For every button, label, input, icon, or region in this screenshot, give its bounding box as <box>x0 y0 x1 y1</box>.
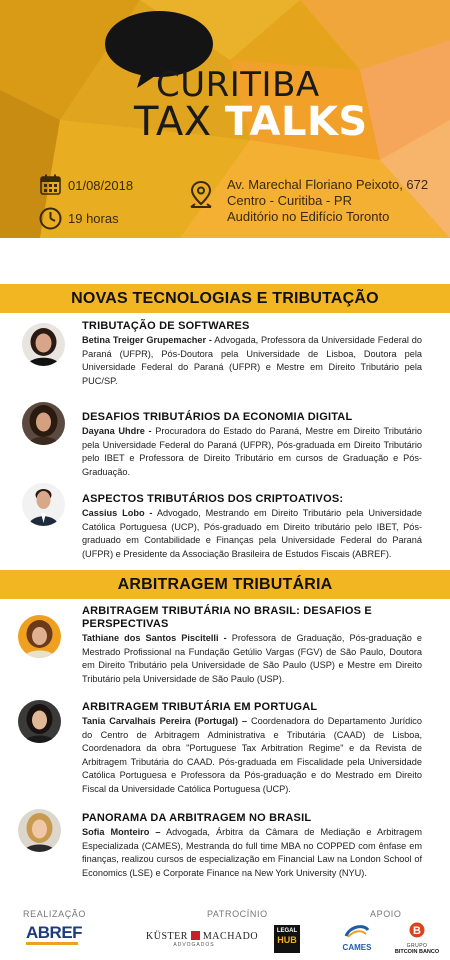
avatar <box>22 483 65 526</box>
calendar-icon <box>40 174 61 195</box>
speaker-name: Cassius Lobo - <box>82 508 153 518</box>
talk-content <box>82 701 422 797</box>
talk-title: ARBITRAGEM TRIBUTÁRIA NO BRASIL: DESAFIOS E PERSPECTIVAS <box>82 605 372 630</box>
avatar <box>18 615 61 658</box>
avatar <box>22 402 65 445</box>
speaker-bio <box>82 334 422 388</box>
speaker-name: Dayana Uhdre - <box>82 426 152 436</box>
bitcoin-icon <box>409 922 425 938</box>
speaker-name: Sofia Monteiro – <box>82 827 161 837</box>
clock-icon <box>39 207 62 230</box>
avatar <box>18 700 61 743</box>
abref-logo <box>26 923 83 945</box>
legal-text: LEGAL <box>276 928 298 934</box>
talk-content <box>82 320 422 388</box>
footer-label-apoio: APOIO <box>370 909 402 919</box>
talk-content <box>82 812 422 880</box>
speaker-description: Advogado, Mestrando em Direito Tributário pela Universidade Católica Portuguesa (UCP), Pós-graduado em Direito tributário pelo IBET, Pós-graduado em Contabilidade e Finanças pela Universidade Federal do Paraná (UFPR) e Presidente da Associação Brasileira de Estudos Fiscais (ABREF). <box>82 508 422 559</box>
talk-content <box>82 605 422 686</box>
talk-content <box>82 493 422 561</box>
abref-underline <box>26 942 78 945</box>
event-title-main <box>134 99 368 145</box>
section-heading-arbitragem: ARBITRAGEM TRIBUTÁRIA <box>0 570 450 599</box>
event-header <box>0 0 450 238</box>
address-line-venue: Auditório no Edifício Toronto <box>227 209 390 224</box>
avatar <box>22 323 65 366</box>
speaker-name: Betina Treiger Grupemacher - <box>82 335 212 345</box>
cames-logo <box>340 924 374 952</box>
event-title-city: CURITIBA <box>156 65 320 105</box>
footer-label-realizacao: REALIZAÇÃO <box>23 909 87 919</box>
speaker-description: Coordenadora do Departamento Jurídico do Centro de Arbitragem Administrativa e Tributária (CAAD) de Lisboa, Coordenadora da obra "Portuguese Tax Arbitration Regime" e da Revista de Arbitragem Tributária do CAAD. Pós-graduada em Fiscalidade pela Universidade Católica Portuguesa e Professora da Pós-graduação e do Mestrado em Direito Fiscal da Universidade Católica Portuguesa (UCP). <box>82 716 422 794</box>
talk-title: ARBITRAGEM TRIBUTÁRIA EM PORTUGAL <box>82 701 318 713</box>
hub-text: HUB <box>277 935 297 945</box>
speaker-bio <box>82 826 422 880</box>
location-pin-icon <box>189 180 213 209</box>
svg-text:B: B <box>413 925 421 937</box>
speaker-bio <box>82 507 422 561</box>
event-time: 19 horas <box>68 211 119 226</box>
speaker-description: Advogada, Árbitra da Câmara de Mediação e Arbitragem Especializada (CAMES), Mestranda do full time MBA no COPPED com ênfase em finanças, realizou cursos de especialização em Financial Law na London School of Economics (LSE) e Corporate Finance na New York University (NYU). <box>82 827 422 878</box>
event-date: 01/08/2018 <box>68 178 134 193</box>
avatar <box>18 809 61 852</box>
speaker-name: Tathiane dos Santos Piscitelli - <box>82 633 227 643</box>
cames-text: CAMES <box>342 943 372 952</box>
address-line-city: Centro - Curitiba - PR <box>227 193 352 208</box>
kuster-text: KÜSTER <box>146 931 188 942</box>
speaker-description: Procuradora do Estado do Paraná, Mestre em Direito Tributário pela Universidade Federal do Paraná (UFPR), Pós-graduada em Direito Tributário pelo IBET e Professora de Direito Tributário em cursos de Graduação e Pós-Graduação. <box>82 426 422 477</box>
title-word-talks: TALKS <box>224 99 368 145</box>
talk-content <box>82 411 422 479</box>
address-line-street: Av. Marechal Floriano Peixoto, 672 <box>227 177 429 192</box>
abref-logo-text: ABREF <box>26 923 83 942</box>
kuster-machado-logo <box>146 931 259 948</box>
cames-swoosh-icon <box>344 924 370 938</box>
bitcoin-banco-text: BITCOIN BANCO <box>394 949 440 955</box>
speaker-description: Professora de Graduação, Pós-graduação e Mestrado Profissional na Fundação Getúlio Vargas (FGV) de São Paulo, Doutora em Direito Tributário pela Universidade de São Paulo (USP) e Mestre em Direito Tributário pela Universidade de São Paulo (USP). <box>82 633 423 684</box>
speaker-name: Tania Carvalhais Pereira (Portugal) – <box>82 716 248 726</box>
talk-title: DESAFIOS TRIBUTÁRIOS DA ECONOMIA DIGITAL <box>82 411 353 423</box>
talk-title: ASPECTOS TRIBUTÁRIOS DOS CRIPTOATIVOS: <box>82 493 344 505</box>
kuster-sub-text: ADVOGADOS <box>173 942 215 948</box>
speaker-bio <box>82 632 422 686</box>
section-heading-tecnologias: NOVAS TECNOLOGIAS E TRIBUTAÇÃO <box>0 284 450 313</box>
speaker-bio <box>82 425 422 479</box>
kuster-cross-icon <box>191 931 200 940</box>
event-address <box>227 177 428 225</box>
legal-hub-logo <box>274 925 300 953</box>
footer-label-patrocinio: PATROCÍNIO <box>207 909 268 919</box>
speaker-bio <box>82 715 422 797</box>
title-word-tax: TAX <box>134 99 212 145</box>
bitcoin-banco-logo <box>394 922 440 956</box>
machado-text: MACHADO <box>202 931 259 942</box>
talk-title: PANORAMA DA ARBITRAGEM NO BRASIL <box>82 812 312 824</box>
speaker-description: Advogada, Professora da Universidade Federal do Paraná (UFPR), Pós-Doutora pela Universidade de Lisboa, Doutora pela Universidade Federal do Paraná (UFPR) e Mestre em Direito Tributário pela PUC/SP. <box>82 335 422 386</box>
grupo-text: GRUPO <box>406 943 428 949</box>
talk-title: TRIBUTAÇÃO DE SOFTWARES <box>82 320 250 332</box>
